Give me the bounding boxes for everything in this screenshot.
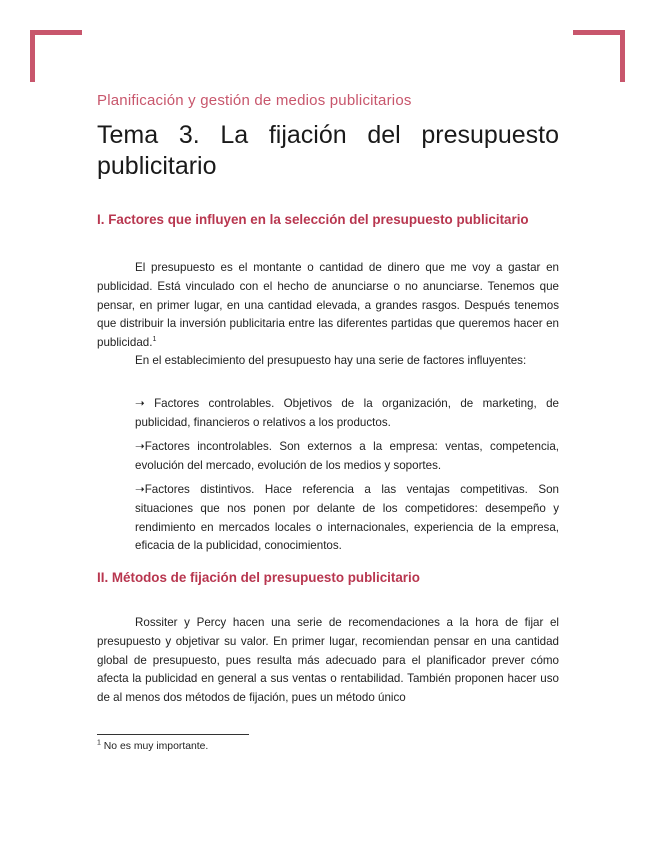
corner-bracket-right xyxy=(573,30,625,82)
section1-heading xyxy=(97,212,529,227)
footnote-text: No es muy importante. xyxy=(100,741,209,752)
section1-heading-text: Factores que influyen en la selección del presupuesto publicitario xyxy=(108,212,529,227)
footnote xyxy=(97,741,208,752)
footnote-number: 1 xyxy=(97,739,101,747)
section2-paragraph-1 xyxy=(97,614,559,708)
page-title-line2: publicitario xyxy=(97,152,217,180)
section1-paragraph-2-text: En el establecimiento del presupuesto hay una serie de factores influyentes: xyxy=(135,354,527,367)
course-subject: Planificación y gestión de medios publicitarios xyxy=(97,92,412,109)
corner-bracket-left xyxy=(30,30,82,82)
page-title-line1: Tema 3. La fijación del presupuesto xyxy=(97,121,559,149)
section1-heading-number: I. xyxy=(97,212,105,227)
footnote-divider xyxy=(97,734,249,735)
bullet-item-uncontrollable: ➝Factores incontrolables. Son externos a la empresa: ventas, competencia, evolución del mercado, evolución de los medios y soportes. xyxy=(135,440,559,472)
section2-paragraph-1-text: Rossiter y Percy hacen una serie de recomendaciones a la hora de fijar el presupuesto y objetivar su valor. En primer lugar, recomiendan pensar en una cantidad global de presupuesto, pues resulta más adecuado para el planificador prever cómo afecta la publicidad en general a sus ventas o rentabilidad. También proponen hacer uso de al menos dos métodos de fijación, pues un método único xyxy=(97,616,559,705)
footnote-reference[interactable]: 1 xyxy=(152,336,157,344)
bullet-item-distinctive: ➝Factores distintivos. Hace referencia a las ventajas competitivas. Son situaciones que nos ponen por delante de los competidores: desempeño y rendimiento en mercados locales o internacionales, experiencia de la empresa, eficacia de la publicidad, conocimientos. xyxy=(135,483,559,553)
section2-heading: II. Métodos de fijación del presupuesto publicitario xyxy=(97,570,420,585)
page-title xyxy=(97,120,559,182)
bullet-item-controllable: ➝ Factores controlables. Objetivos de la organización, de marketing, de publicidad, financieros o relativos a los productos. xyxy=(135,397,559,429)
section1-paragraph-2 xyxy=(97,352,559,371)
section1-paragraph-1-text: El presupuesto es el montante o cantidad de dinero que me voy a gastar en publicidad. Está vinculado con el hecho de anunciarse o no anunciarse. Tenemos que pensar, en primer lugar, en una cantidad elevada, a grandes rasgos. Después tenemos que distribuir la inversión publicitaria entre las diferentes partidas que queremos hacer en publicidad. xyxy=(97,261,559,350)
section1-paragraph-1 xyxy=(97,259,559,353)
